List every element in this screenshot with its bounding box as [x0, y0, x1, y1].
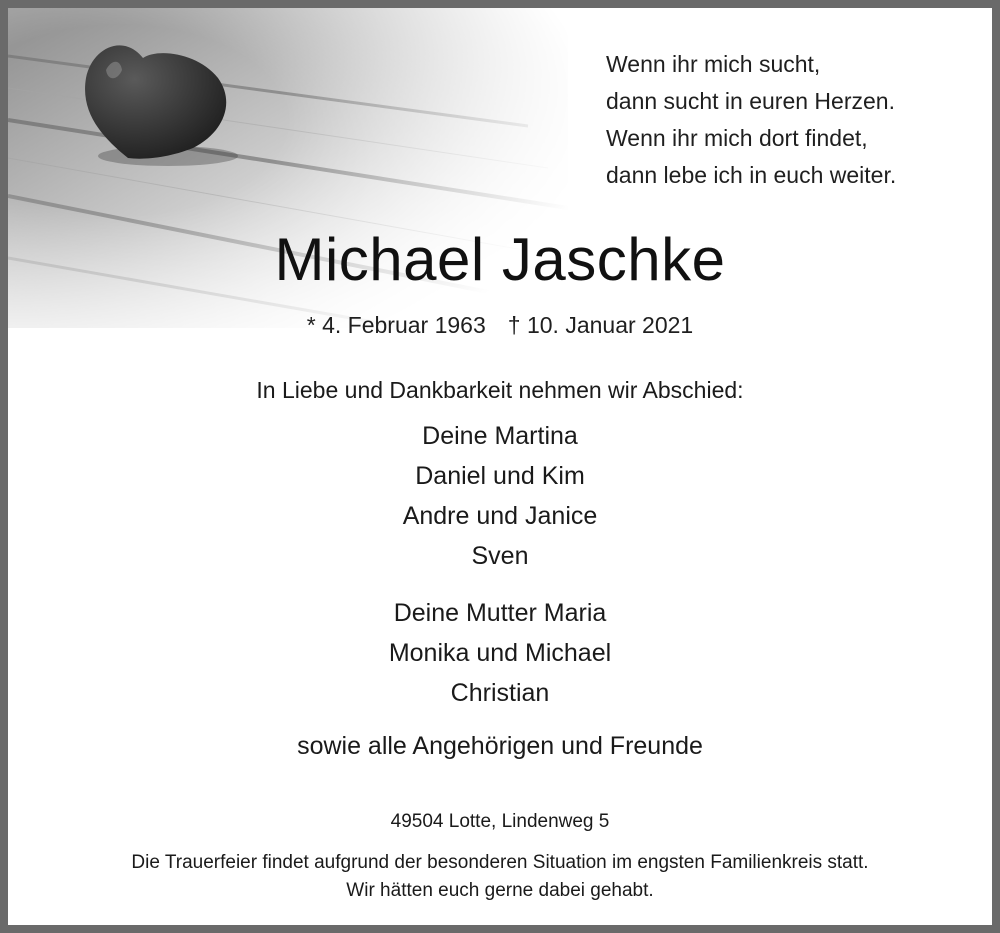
poem	[606, 46, 896, 194]
poem-line: dann sucht in euren Herzen.	[606, 88, 895, 114]
mourner-line: Daniel und Kim	[415, 462, 585, 490]
mourner-line: Sven	[471, 542, 529, 570]
birth-date: * 4. Februar 1963	[306, 312, 486, 338]
address: 49504 Lotte, Lindenweg 5	[390, 811, 610, 832]
funeral-notice	[8, 849, 992, 905]
mourner-line: Monika und Michael	[388, 639, 612, 667]
poem-line: Wenn ihr mich dort findet,	[606, 125, 868, 151]
mourner-line: Andre und Janice	[402, 502, 598, 530]
poem-line: Wenn ihr mich sucht,	[606, 51, 821, 77]
notice-line: Die Trauerfeier findet aufgrund der besonderen Situation im engsten Familienkreis statt.	[131, 852, 869, 873]
death-date: † 10. Januar 2021	[507, 312, 694, 338]
farewell-intro: In Liebe und Dankbarkeit nehmen wir Abschied:	[256, 377, 744, 403]
poem-line: dann lebe ich in euch weiter.	[606, 162, 897, 188]
life-dates	[8, 309, 992, 341]
deceased-name: Michael Jaschke	[274, 226, 726, 293]
mourner-line: Deine Mutter Maria	[393, 599, 607, 627]
mourners-group-2	[8, 593, 992, 713]
mourner-line: Christian	[450, 679, 550, 707]
notice-line: Wir hätten euch gerne dabei gehabt.	[346, 880, 654, 901]
mourners-group-1	[8, 416, 992, 576]
closing-line: sowie alle Angehörigen und Freunde	[297, 732, 703, 760]
mourner-line: Deine Martina	[422, 422, 578, 450]
